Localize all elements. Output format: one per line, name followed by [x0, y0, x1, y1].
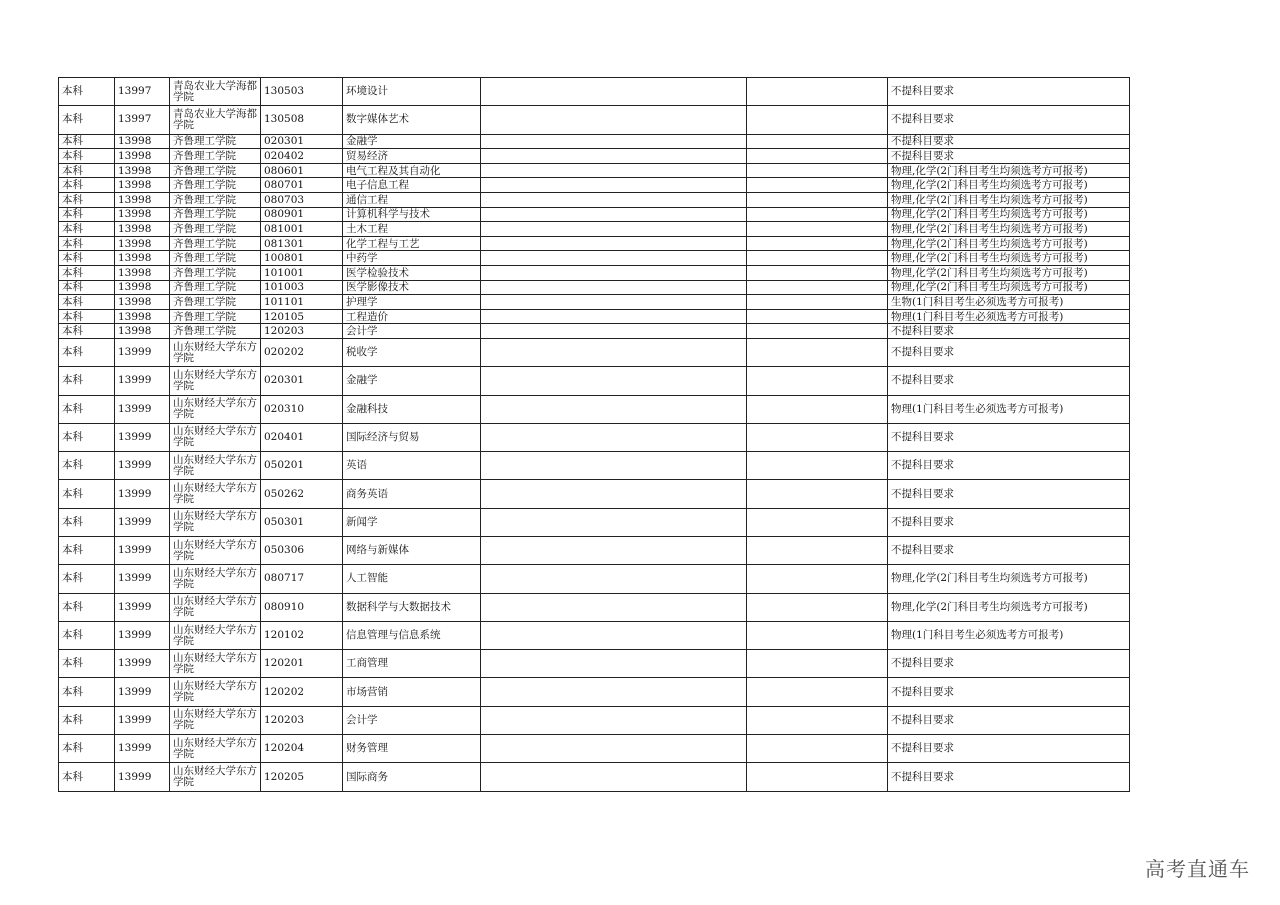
cell-school-name: 山东财经大学东方学院 — [170, 593, 261, 621]
cell-level: 本科 — [59, 706, 115, 734]
cell-blank — [747, 134, 888, 149]
cell-major-code: 120105 — [261, 309, 343, 324]
table-row — [59, 452, 1130, 480]
cell-blank — [747, 678, 888, 706]
cell-blank — [747, 508, 888, 536]
cell-major-name: 医学检验技术 — [343, 265, 481, 280]
cell-school-code: 13998 — [115, 222, 170, 237]
cell-blank — [747, 423, 888, 451]
cell-subject-requirement: 物理,化学(2门科目考生均须选考方可报考) — [888, 192, 1130, 207]
cell-level: 本科 — [59, 149, 115, 164]
cell-major-code: 020202 — [261, 338, 343, 366]
cell-school-name: 山东财经大学东方学院 — [170, 480, 261, 508]
cell-blank — [747, 265, 888, 280]
cell-major-code: 050201 — [261, 452, 343, 480]
cell-blank — [747, 650, 888, 678]
cell-blank — [481, 178, 747, 193]
cell-blank — [747, 280, 888, 295]
cell-major-code: 020402 — [261, 149, 343, 164]
table-row — [59, 678, 1130, 706]
cell-blank — [747, 178, 888, 193]
cell-blank — [481, 251, 747, 266]
cell-level: 本科 — [59, 735, 115, 763]
cell-level: 本科 — [59, 106, 115, 134]
cell-major-code: 050306 — [261, 536, 343, 564]
cell-major-name: 土木工程 — [343, 222, 481, 237]
cell-level: 本科 — [59, 452, 115, 480]
cell-school-name: 齐鲁理工学院 — [170, 178, 261, 193]
cell-level: 本科 — [59, 192, 115, 207]
cell-blank — [481, 395, 747, 423]
cell-level: 本科 — [59, 295, 115, 310]
table-body — [59, 78, 1130, 792]
cell-major-code: 120203 — [261, 324, 343, 339]
cell-major-name: 电气工程及其自动化 — [343, 163, 481, 178]
cell-major-code: 101101 — [261, 295, 343, 310]
cell-subject-requirement: 物理,化学(2门科目考生均须选考方可报考) — [888, 251, 1130, 266]
cell-blank — [481, 280, 747, 295]
cell-blank — [481, 309, 747, 324]
cell-major-code: 020301 — [261, 134, 343, 149]
cell-blank — [747, 78, 888, 106]
cell-major-code: 101001 — [261, 265, 343, 280]
cell-major-name: 英语 — [343, 452, 481, 480]
table-row — [59, 309, 1130, 324]
cell-blank — [747, 222, 888, 237]
cell-major-name: 化学工程与工艺 — [343, 236, 481, 251]
cell-major-code: 080901 — [261, 207, 343, 222]
cell-school-code: 13999 — [115, 621, 170, 649]
cell-subject-requirement: 不提科目要求 — [888, 735, 1130, 763]
cell-subject-requirement: 不提科目要求 — [888, 106, 1130, 134]
cell-subject-requirement: 不提科目要求 — [888, 536, 1130, 564]
cell-school-name: 山东财经大学东方学院 — [170, 536, 261, 564]
cell-school-name: 山东财经大学东方学院 — [170, 508, 261, 536]
cell-school-name: 山东财经大学东方学院 — [170, 338, 261, 366]
cell-school-code: 13999 — [115, 508, 170, 536]
cell-subject-requirement: 物理(1门科目考生必须选考方可报考) — [888, 621, 1130, 649]
cell-blank — [481, 295, 747, 310]
cell-major-code: 100801 — [261, 251, 343, 266]
cell-major-name: 金融科技 — [343, 395, 481, 423]
cell-school-name: 齐鲁理工学院 — [170, 265, 261, 280]
cell-school-code: 13999 — [115, 480, 170, 508]
table-row — [59, 163, 1130, 178]
cell-blank — [481, 222, 747, 237]
cell-school-code: 13999 — [115, 678, 170, 706]
cell-subject-requirement: 物理,化学(2门科目考生均须选考方可报考) — [888, 280, 1130, 295]
cell-major-name: 金融学 — [343, 367, 481, 395]
cell-major-code: 120205 — [261, 763, 343, 791]
cell-major-name: 国际经济与贸易 — [343, 423, 481, 451]
cell-blank — [747, 149, 888, 164]
cell-level: 本科 — [59, 309, 115, 324]
cell-school-code: 13998 — [115, 236, 170, 251]
cell-major-code: 020401 — [261, 423, 343, 451]
cell-blank — [747, 207, 888, 222]
table-row — [59, 480, 1130, 508]
cell-blank — [481, 324, 747, 339]
table-row — [59, 593, 1130, 621]
cell-major-name: 会计学 — [343, 706, 481, 734]
cell-school-code: 13999 — [115, 423, 170, 451]
cell-school-name: 山东财经大学东方学院 — [170, 423, 261, 451]
cell-school-name: 齐鲁理工学院 — [170, 163, 261, 178]
cell-major-code: 050301 — [261, 508, 343, 536]
cell-school-code: 13999 — [115, 650, 170, 678]
table-row — [59, 106, 1130, 134]
cell-blank — [481, 134, 747, 149]
table-row — [59, 706, 1130, 734]
cell-subject-requirement: 不提科目要求 — [888, 324, 1130, 339]
cell-school-code: 13999 — [115, 367, 170, 395]
table-row — [59, 536, 1130, 564]
table-row — [59, 207, 1130, 222]
cell-blank — [747, 593, 888, 621]
cell-level: 本科 — [59, 621, 115, 649]
cell-subject-requirement: 不提科目要求 — [888, 508, 1130, 536]
cell-level: 本科 — [59, 236, 115, 251]
cell-school-code: 13998 — [115, 192, 170, 207]
cell-major-code: 081001 — [261, 222, 343, 237]
cell-level: 本科 — [59, 678, 115, 706]
cell-blank — [481, 207, 747, 222]
cell-blank — [481, 149, 747, 164]
table-row — [59, 763, 1130, 791]
cell-level: 本科 — [59, 338, 115, 366]
admission-subject-table — [58, 77, 1130, 792]
cell-school-code: 13999 — [115, 338, 170, 366]
table-row — [59, 178, 1130, 193]
cell-major-name: 新闻学 — [343, 508, 481, 536]
table-row — [59, 78, 1130, 106]
cell-school-name: 齐鲁理工学院 — [170, 295, 261, 310]
cell-subject-requirement: 不提科目要求 — [888, 149, 1130, 164]
cell-major-name: 电子信息工程 — [343, 178, 481, 193]
table-row — [59, 508, 1130, 536]
cell-blank — [747, 536, 888, 564]
cell-level: 本科 — [59, 565, 115, 593]
cell-blank — [481, 452, 747, 480]
cell-major-code: 080701 — [261, 178, 343, 193]
cell-school-name: 齐鲁理工学院 — [170, 324, 261, 339]
cell-major-code: 020310 — [261, 395, 343, 423]
cell-school-name: 山东财经大学东方学院 — [170, 395, 261, 423]
table-row — [59, 423, 1130, 451]
cell-subject-requirement: 物理(1门科目考生必须选考方可报考) — [888, 309, 1130, 324]
cell-major-code: 120201 — [261, 650, 343, 678]
cell-subject-requirement: 不提科目要求 — [888, 763, 1130, 791]
cell-blank — [747, 395, 888, 423]
cell-school-code: 13998 — [115, 251, 170, 266]
table-row — [59, 295, 1130, 310]
cell-blank — [481, 78, 747, 106]
cell-subject-requirement: 物理,化学(2门科目考生均须选考方可报考) — [888, 163, 1130, 178]
cell-level: 本科 — [59, 134, 115, 149]
cell-level: 本科 — [59, 480, 115, 508]
cell-major-name: 财务管理 — [343, 735, 481, 763]
table-row — [59, 192, 1130, 207]
cell-level: 本科 — [59, 763, 115, 791]
cell-major-name: 中药学 — [343, 251, 481, 266]
cell-major-name: 信息管理与信息系统 — [343, 621, 481, 649]
cell-major-code: 130508 — [261, 106, 343, 134]
cell-major-code: 080910 — [261, 593, 343, 621]
cell-major-name: 网络与新媒体 — [343, 536, 481, 564]
table-row — [59, 265, 1130, 280]
cell-major-name: 计算机科学与技术 — [343, 207, 481, 222]
table-row — [59, 251, 1130, 266]
cell-school-code: 13997 — [115, 78, 170, 106]
cell-school-code: 13998 — [115, 134, 170, 149]
cell-subject-requirement: 生物(1门科目考生必须选考方可报考) — [888, 295, 1130, 310]
table-row — [59, 367, 1130, 395]
cell-school-name: 山东财经大学东方学院 — [170, 763, 261, 791]
cell-major-code: 020301 — [261, 367, 343, 395]
table-row — [59, 149, 1130, 164]
cell-blank — [747, 480, 888, 508]
cell-subject-requirement: 物理,化学(2门科目考生均须选考方可报考) — [888, 178, 1130, 193]
cell-school-name: 齐鲁理工学院 — [170, 222, 261, 237]
cell-subject-requirement: 不提科目要求 — [888, 452, 1130, 480]
cell-blank — [747, 565, 888, 593]
cell-level: 本科 — [59, 650, 115, 678]
cell-subject-requirement: 不提科目要求 — [888, 650, 1130, 678]
table-row — [59, 338, 1130, 366]
cell-blank — [747, 324, 888, 339]
table-row — [59, 735, 1130, 763]
cell-school-name: 齐鲁理工学院 — [170, 134, 261, 149]
cell-blank — [481, 536, 747, 564]
cell-school-name: 山东财经大学东方学院 — [170, 706, 261, 734]
cell-school-name: 齐鲁理工学院 — [170, 149, 261, 164]
cell-school-code: 13998 — [115, 309, 170, 324]
cell-subject-requirement: 不提科目要求 — [888, 367, 1130, 395]
cell-school-name: 齐鲁理工学院 — [170, 280, 261, 295]
cell-major-name: 数字媒体艺术 — [343, 106, 481, 134]
cell-major-name: 国际商务 — [343, 763, 481, 791]
cell-school-name: 齐鲁理工学院 — [170, 309, 261, 324]
cell-blank — [481, 508, 747, 536]
cell-blank — [481, 236, 747, 251]
cell-school-code: 13999 — [115, 763, 170, 791]
cell-blank — [481, 565, 747, 593]
cell-blank — [747, 735, 888, 763]
cell-subject-requirement: 不提科目要求 — [888, 706, 1130, 734]
table-row — [59, 236, 1130, 251]
watermark-text: 高考直通车 — [1145, 857, 1250, 881]
cell-school-code: 13999 — [115, 395, 170, 423]
cell-major-code: 080717 — [261, 565, 343, 593]
cell-level: 本科 — [59, 265, 115, 280]
cell-school-code: 13998 — [115, 265, 170, 280]
cell-major-name: 人工智能 — [343, 565, 481, 593]
cell-school-code: 13999 — [115, 536, 170, 564]
cell-school-code: 13998 — [115, 207, 170, 222]
table-row — [59, 222, 1130, 237]
cell-level: 本科 — [59, 251, 115, 266]
cell-blank — [481, 763, 747, 791]
cell-school-code: 13999 — [115, 593, 170, 621]
cell-major-name: 环境设计 — [343, 78, 481, 106]
cell-subject-requirement: 物理,化学(2门科目考生均须选考方可报考) — [888, 565, 1130, 593]
table-row — [59, 324, 1130, 339]
cell-subject-requirement: 物理(1门科目考生必须选考方可报考) — [888, 395, 1130, 423]
table-row — [59, 280, 1130, 295]
cell-school-name: 山东财经大学东方学院 — [170, 735, 261, 763]
cell-school-code: 13997 — [115, 106, 170, 134]
cell-major-name: 数据科学与大数据技术 — [343, 593, 481, 621]
cell-major-code: 101003 — [261, 280, 343, 295]
cell-blank — [747, 309, 888, 324]
cell-blank — [481, 480, 747, 508]
cell-blank — [747, 706, 888, 734]
cell-blank — [747, 763, 888, 791]
table-row — [59, 134, 1130, 149]
cell-major-code: 050262 — [261, 480, 343, 508]
cell-level: 本科 — [59, 395, 115, 423]
cell-major-name: 医学影像技术 — [343, 280, 481, 295]
cell-subject-requirement: 不提科目要求 — [888, 480, 1130, 508]
cell-school-name: 青岛农业大学海都学院 — [170, 106, 261, 134]
cell-blank — [747, 452, 888, 480]
cell-subject-requirement: 物理,化学(2门科目考生均须选考方可报考) — [888, 593, 1130, 621]
cell-level: 本科 — [59, 536, 115, 564]
cell-subject-requirement: 不提科目要求 — [888, 338, 1130, 366]
cell-blank — [481, 265, 747, 280]
cell-major-name: 通信工程 — [343, 192, 481, 207]
cell-level: 本科 — [59, 207, 115, 222]
table-row — [59, 621, 1130, 649]
cell-blank — [747, 251, 888, 266]
cell-level: 本科 — [59, 508, 115, 536]
cell-school-name: 山东财经大学东方学院 — [170, 367, 261, 395]
cell-blank — [747, 295, 888, 310]
cell-major-name: 会计学 — [343, 324, 481, 339]
cell-level: 本科 — [59, 593, 115, 621]
cell-school-code: 13999 — [115, 735, 170, 763]
cell-blank — [481, 163, 747, 178]
cell-school-name: 齐鲁理工学院 — [170, 192, 261, 207]
cell-major-code: 081301 — [261, 236, 343, 251]
cell-level: 本科 — [59, 423, 115, 451]
cell-blank — [747, 338, 888, 366]
cell-blank — [747, 236, 888, 251]
cell-school-code: 13998 — [115, 295, 170, 310]
cell-school-name: 山东财经大学东方学院 — [170, 452, 261, 480]
cell-blank — [481, 621, 747, 649]
cell-level: 本科 — [59, 78, 115, 106]
cell-subject-requirement: 不提科目要求 — [888, 423, 1130, 451]
cell-major-name: 工商管理 — [343, 650, 481, 678]
cell-level: 本科 — [59, 367, 115, 395]
cell-major-name: 工程造价 — [343, 309, 481, 324]
cell-school-name: 山东财经大学东方学院 — [170, 650, 261, 678]
cell-blank — [481, 367, 747, 395]
cell-major-code: 080703 — [261, 192, 343, 207]
cell-school-code: 13998 — [115, 149, 170, 164]
cell-major-name: 税收学 — [343, 338, 481, 366]
cell-major-code: 120102 — [261, 621, 343, 649]
cell-major-code: 080601 — [261, 163, 343, 178]
cell-school-name: 山东财经大学东方学院 — [170, 565, 261, 593]
cell-blank — [481, 106, 747, 134]
cell-blank — [747, 106, 888, 134]
table-row — [59, 395, 1130, 423]
cell-major-name: 护理学 — [343, 295, 481, 310]
cell-school-name: 齐鲁理工学院 — [170, 251, 261, 266]
cell-school-code: 13999 — [115, 565, 170, 593]
cell-blank — [481, 593, 747, 621]
cell-level: 本科 — [59, 324, 115, 339]
cell-blank — [481, 192, 747, 207]
table-row — [59, 565, 1130, 593]
cell-major-code: 120204 — [261, 735, 343, 763]
cell-school-code: 13998 — [115, 324, 170, 339]
cell-blank — [481, 423, 747, 451]
cell-blank — [481, 650, 747, 678]
cell-school-name: 山东财经大学东方学院 — [170, 678, 261, 706]
cell-level: 本科 — [59, 222, 115, 237]
cell-major-name: 金融学 — [343, 134, 481, 149]
cell-school-name: 齐鲁理工学院 — [170, 236, 261, 251]
cell-subject-requirement: 物理,化学(2门科目考生均须选考方可报考) — [888, 265, 1130, 280]
cell-blank — [481, 678, 747, 706]
cell-major-code: 120202 — [261, 678, 343, 706]
table-row — [59, 650, 1130, 678]
cell-school-code: 13998 — [115, 280, 170, 295]
cell-school-name: 山东财经大学东方学院 — [170, 621, 261, 649]
cell-subject-requirement: 物理,化学(2门科目考生均须选考方可报考) — [888, 222, 1130, 237]
cell-major-name: 商务英语 — [343, 480, 481, 508]
cell-blank — [747, 192, 888, 207]
cell-school-name: 青岛农业大学海都学院 — [170, 78, 261, 106]
cell-school-code: 13999 — [115, 452, 170, 480]
cell-major-name: 市场营销 — [343, 678, 481, 706]
cell-major-code: 120203 — [261, 706, 343, 734]
cell-school-code: 13998 — [115, 163, 170, 178]
cell-blank — [747, 163, 888, 178]
cell-subject-requirement: 不提科目要求 — [888, 134, 1130, 149]
cell-major-name: 贸易经济 — [343, 149, 481, 164]
cell-school-name: 齐鲁理工学院 — [170, 207, 261, 222]
cell-school-code: 13998 — [115, 178, 170, 193]
cell-blank — [481, 706, 747, 734]
cell-major-code: 130503 — [261, 78, 343, 106]
cell-blank — [481, 338, 747, 366]
cell-school-code: 13999 — [115, 706, 170, 734]
cell-level: 本科 — [59, 178, 115, 193]
cell-level: 本科 — [59, 280, 115, 295]
cell-blank — [747, 621, 888, 649]
cell-subject-requirement: 不提科目要求 — [888, 678, 1130, 706]
cell-subject-requirement: 物理,化学(2门科目考生均须选考方可报考) — [888, 236, 1130, 251]
cell-subject-requirement: 物理,化学(2门科目考生均须选考方可报考) — [888, 207, 1130, 222]
cell-blank — [747, 367, 888, 395]
cell-subject-requirement: 不提科目要求 — [888, 78, 1130, 106]
cell-level: 本科 — [59, 163, 115, 178]
cell-blank — [481, 735, 747, 763]
